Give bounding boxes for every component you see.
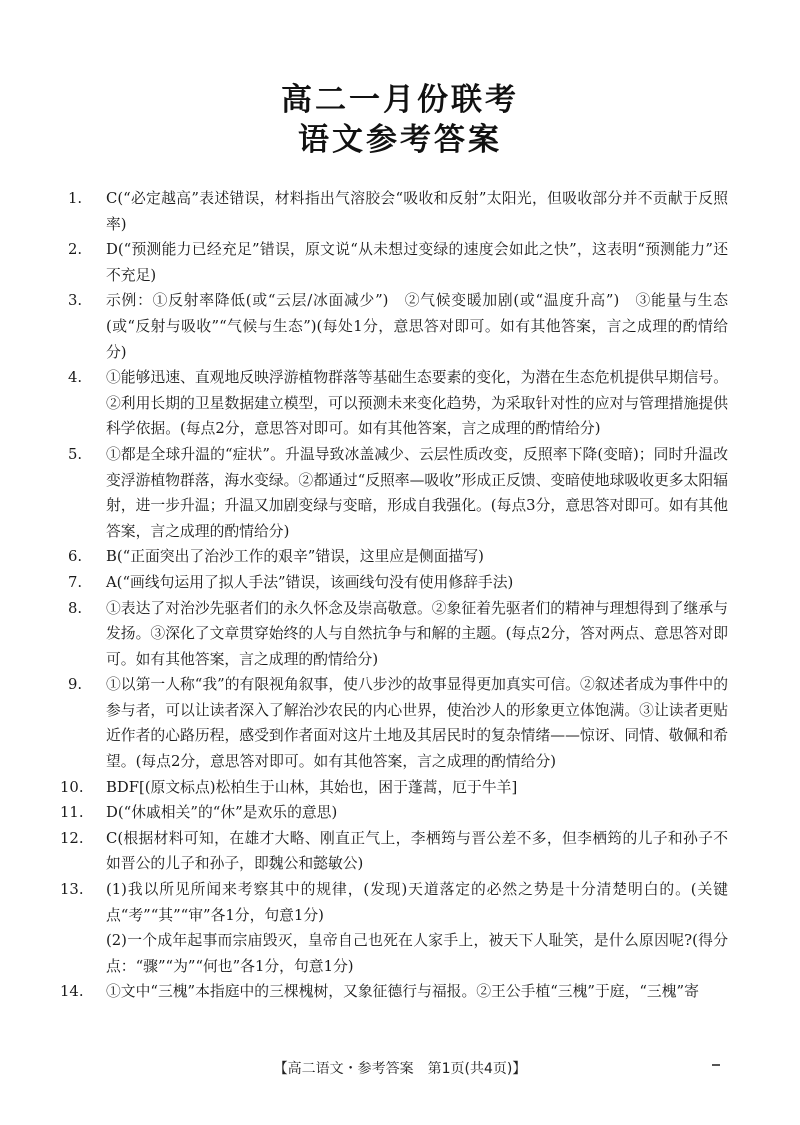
answer-item-2 <box>68 237 728 288</box>
answer-text: BDF[(原文标点)松柏生于山林，其始也，困于蓬蒿，厄于牛羊] <box>106 778 518 796</box>
answer-item-4 <box>68 365 728 442</box>
answer-text: C(“必定越高”表述错误，材料指出气溶胶会“吸收和反射”太阳光，但吸收部分并不贡献于反照率) <box>106 190 728 233</box>
answer-subpart-2: (2)一个成年起事而宗庙毁灭，皇帝自己也死在人家手上，被天下人耻笑，是什么原因呢?(得分点：“骤”“为”“何也”各1分，句意1分) <box>106 932 728 975</box>
corner-mark <box>712 1064 720 1066</box>
answer-item-13 <box>60 877 728 979</box>
exam-title: 高二一月份联考 <box>281 82 519 118</box>
answer-number: 14. <box>60 983 84 1001</box>
answer-item-14 <box>60 979 728 1005</box>
answer-item-10 <box>60 775 728 801</box>
answer-number: 6. <box>68 548 83 566</box>
answer-item-1 <box>68 186 728 237</box>
answer-text: A(“画线句运用了拟人手法”错误，该画线句没有使用修辞手法) <box>106 573 514 591</box>
answer-number: 13. <box>60 881 84 899</box>
answer-text: D(“休戚相关”的“休”是欢乐的意思) <box>106 804 338 822</box>
answer-list <box>60 186 728 1005</box>
answer-number: 8. <box>68 599 83 617</box>
answer-item-6 <box>68 544 728 570</box>
answer-text: ①都是全球升温的“症状”。升温导致冰盖减少、云层性质改变，反照率下降(变暗)；同时升温改变浮游植物群落，海水变绿。②都通过“反照率—吸收”形成正反馈、变暗使地球吸收更多太阳辐射，进一步升温；升温又加剧变绿与变暗，形成自我强化。(每点3分，意思答对即可。如有其他答案，言之成理的酌情给分) <box>106 445 728 540</box>
answer-number: 12. <box>60 829 84 847</box>
answer-text: D(“预测能力已经充足”错误，原文说“从未想过变绿的速度会如此之快”，这表明“预测能力”还不充足) <box>106 241 728 284</box>
answer-number: 11. <box>60 804 84 822</box>
answer-text: 示例：①反射率降低(或“云层/冰面减少”) ②气候变暖加剧(或“温度升高”) ③能量与生态(或“反射与吸收”“气候与生态”)(每处1分，意思答对即可。如有其他答案，言之成理的酌情给分) <box>106 292 728 361</box>
answer-item-8 <box>68 596 728 673</box>
answer-text: B(“正面突出了治沙工作的艰辛”错误，这里应是侧面描写) <box>106 548 484 566</box>
answer-number: 9. <box>68 676 83 694</box>
answer-text: C(根据材料可知，在雄才大略、刚直正气上，李栖筠与晋公差不多，但李栖筠的儿子和孙子不如晋公的儿子和孙子，即魏公和懿敏公) <box>106 829 728 873</box>
answer-text: ①能够迅速、直观地反映浮游植物群落等基础生态要素的变化，为潜在生态危机提供早期信号。②利用长期的卫星数据建立模型，可以预测未来变化趋势，为采取针对性的应对与管理措施提供科学依据。(每点2分，意思答对即可。如有其他答案，言之成理的酌情给分) <box>106 369 728 438</box>
answer-item-7 <box>68 570 728 596</box>
answer-item-3 <box>68 288 728 365</box>
answer-text: ①表达了对治沙先驱者们的永久怀念及崇高敬意。②象征着先驱者们的精神与理想得到了继承与发扬。③深化了文章贯穿始终的人与自然抗争与和解的主题。(每点2分，答对两点、意思答对即可。如有其他答案，言之成理的酌情给分) <box>106 599 728 668</box>
answer-number: 1. <box>68 190 83 207</box>
answer-item-5 <box>68 442 728 544</box>
answer-number: 5. <box>68 445 83 463</box>
answer-number: 3. <box>68 292 83 310</box>
answer-title: 语文参考答案 <box>298 122 502 158</box>
answer-subpart-1: (1)我以所见所闻来考察其中的规律，(发现)天道落定的必然之势是十分清楚明白的。(关键点“考”“其”“审”各1分，句意1分) <box>106 881 728 924</box>
answer-item-9 <box>68 672 728 774</box>
answer-text: ①文中“三槐”本指庭中的三棵槐树，又象征德行与福报。②王公手植“三槐”于庭，“三槐”寄 <box>106 983 699 1001</box>
title-block <box>0 80 800 160</box>
answer-text: ①以第一人称“我”的有限视角叙事，使八步沙的故事显得更加真实可信。②叙述者成为事件中的参与者，可以让读者深入了解治沙农民的内心世界，使治沙人的形象更立体饱满。③让读者更贴近作者的心路历程，感受到作者面对这片土地及其居民时的复杂情绪——惊讶、同情、敬佩和希望。(每点2分，意思答对即可。如有其他答案，言之成理的酌情给分) <box>106 676 728 771</box>
answer-item-11 <box>60 800 728 826</box>
answer-item-12 <box>60 826 728 877</box>
answer-number: 10. <box>60 778 84 796</box>
answer-number: 2. <box>68 241 83 259</box>
page-footer: 【高二语文・参考答案 第1页(共4页)】 <box>273 1061 527 1077</box>
answer-number: 4. <box>68 369 83 387</box>
answer-number: 7. <box>68 573 83 591</box>
